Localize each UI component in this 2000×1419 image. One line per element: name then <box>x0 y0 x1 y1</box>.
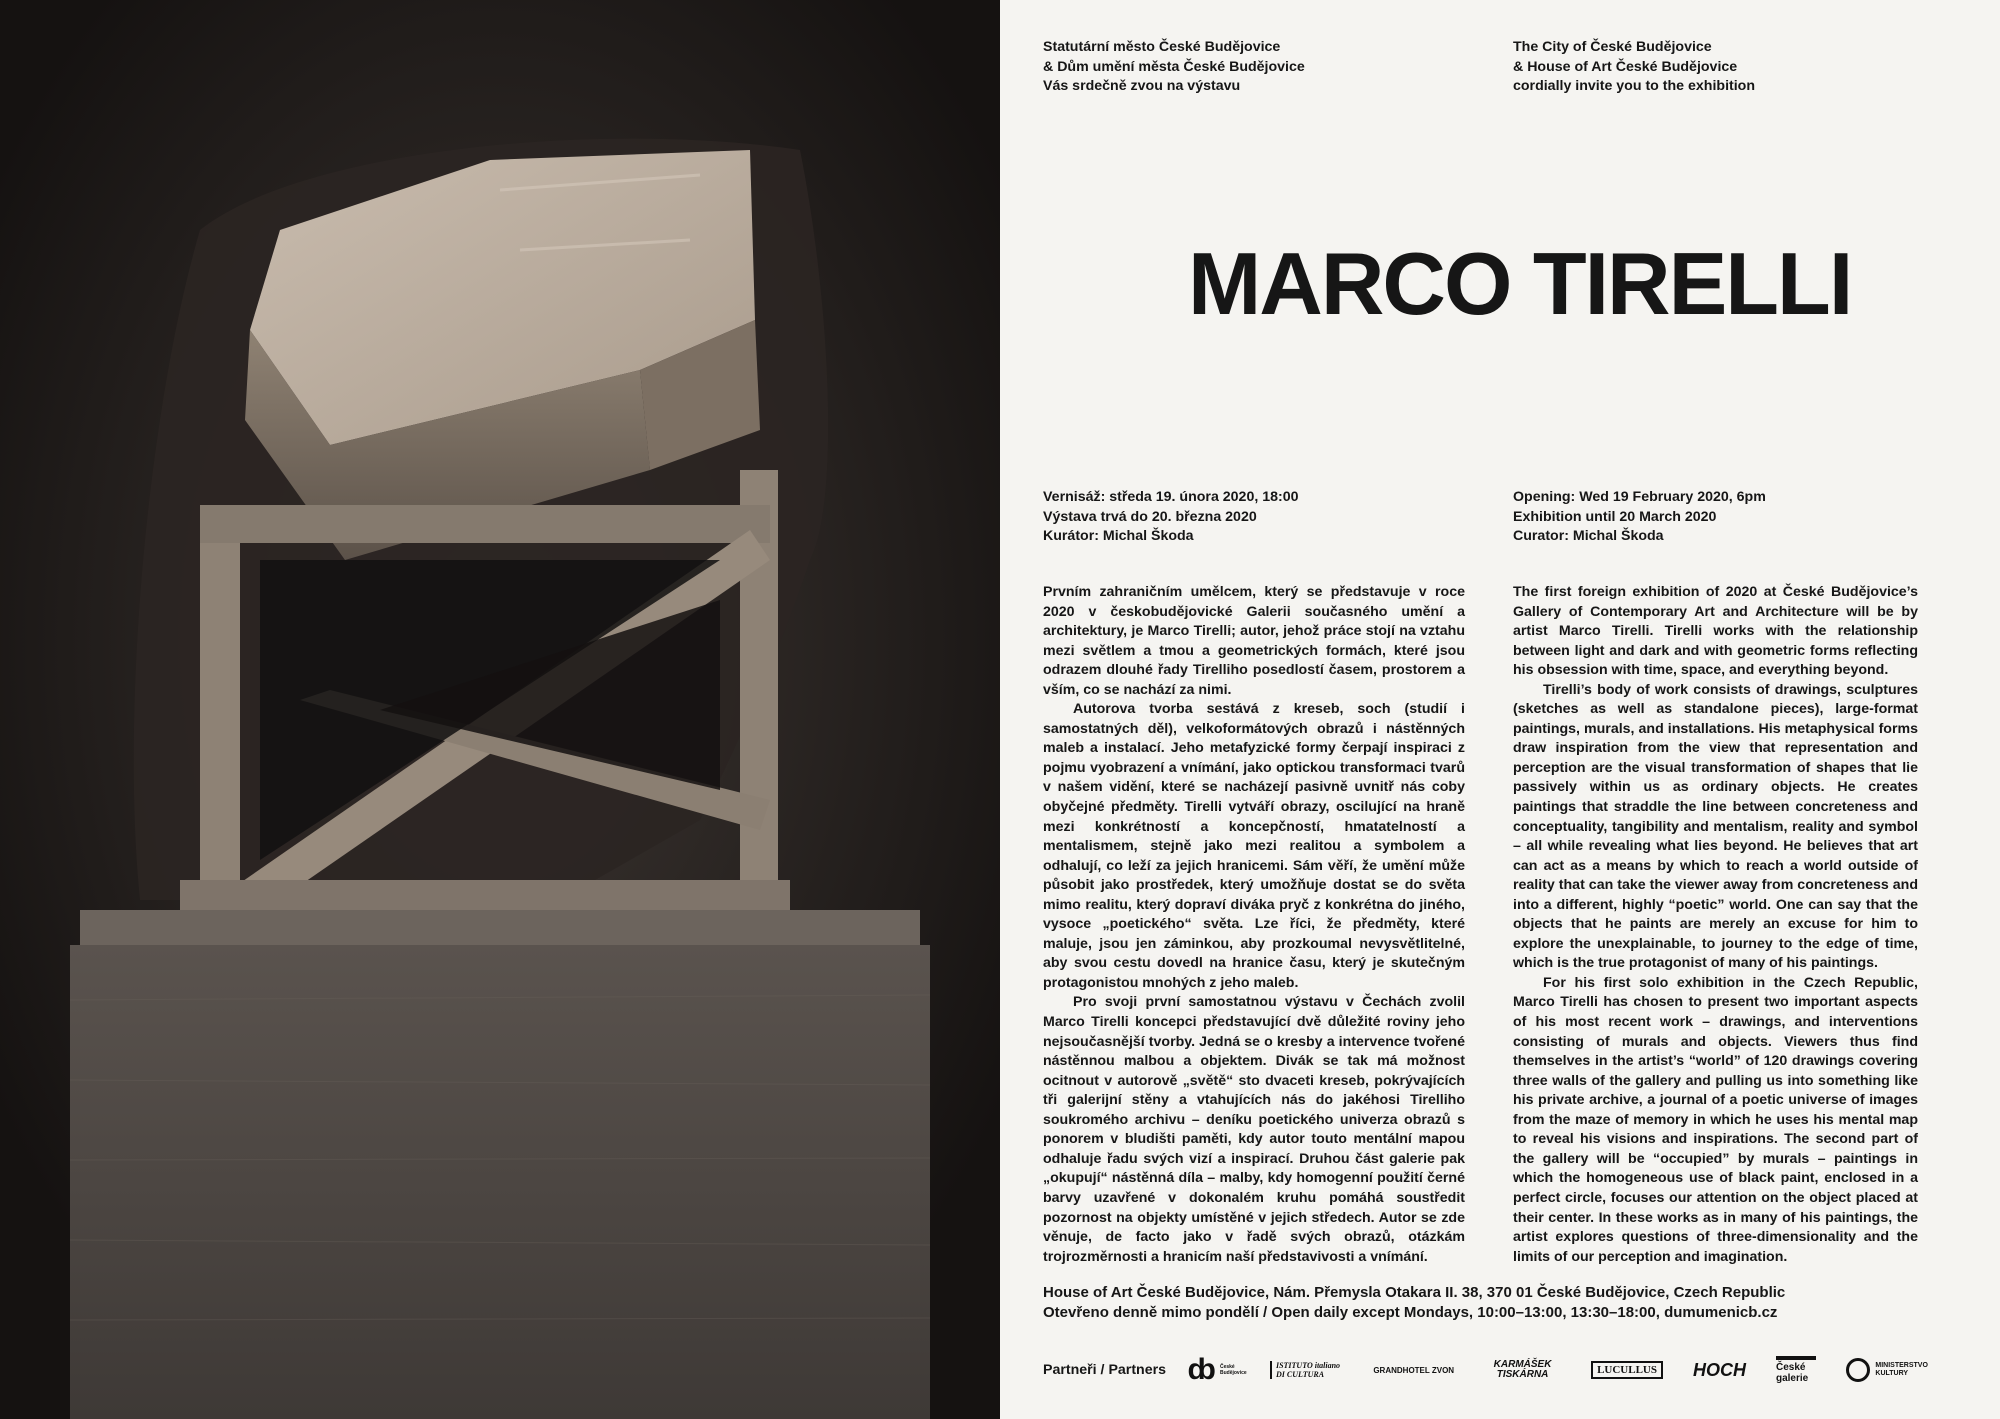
ceske-galerie-logo: České galerie <box>1776 1356 1816 1384</box>
lucullus-logo: LUCULLUS <box>1591 1361 1663 1379</box>
karmasek-tiskarna-logo: KARMÁŠEK TISKÁRNA <box>1493 1359 1552 1380</box>
header-cz <box>1043 38 1473 97</box>
body-en-paragraph-2: Tirelli’s body of work consists of drawings, sculptures (sketches as well as standalone pieces), large-format paintings, murals, and installations. His metaphysical forms draw inspiration from the view that representation and perception are the visual transformation of shapes that lie passively within us as ordinary objects. He creates paintings that straddle the line between concreteness and conceptuality, tangibility and mentalism, reality and symbol – all while revealing what lies beyond. He believes that art can act as a means by which to reach a world outside of reality that can take the viewer away from concreteness and into a different, highly “poetic” world. One can say that the objects that he paints are merely an excuse for him to explore the unexplainable, to journey to the edge of time, which is the true protagonist of many of his paintings. <box>1513 681 1918 972</box>
address-line: House of Art České Budějovice, Nám. Přemysla Otakara II. 38, 370 01 České Budějovice, Czech Republic <box>1043 1284 1786 1301</box>
opening-en: Opening: Wed 19 February 2020, 6pm <box>1513 489 1766 505</box>
curator-en: Curator: Michal Škoda <box>1513 528 1664 545</box>
details-en <box>1513 488 1943 547</box>
body-cz-paragraph-3: Pro svoji první samostatnou výstavu v Čechách zvolil Marco Tirelli koncepci představující dvě důležité roviny jeho nejsoučasnější tvorby. Jedná se o kresby a intervence tvořené nástěnnou malbou a objektem. Divák se tak má možnost ocitnout v autorově „světě“ sto dvaceti kreseb, pokrývajících tři galerijní stěny a vtahujících nás do jakéhosi Tirelliho soukromého archivu – deníku poetického univerza obrazů s ponorem v bludišti paměti, kdy autor touto mentální mapou odhaluje řadu svých vizí a inspirací. Druhou část galerie pak „okupují“ nástěnná díla – malby, kdy homogenní použití černé barvy uzavřené v dokonalém kruhu pomáhá soustředit pozornost na objekty umístěné v jejich středech. Autor se zde věnuje, de facto jako v řadě svých obrazů, otázkám trojrozměrnosti a hranicím naší představivosti a vnímání. <box>1043 994 1465 1265</box>
header-en-line-1: The City of České Budějovice <box>1513 39 1712 55</box>
body-cz-paragraph-1: Prvním zahraničním umělcem, který se představuje v roce 2020 v českobudějovické Galerii současného umění a architektury, je Marco Tirelli; autor, jehož práce stojí na vztahu mezi světlem a tmou a geometrických formách, které jsou odrazem dlouhé řady Tirelliho posedlostí časem, prostorem a vším, co se nachází za nimi. <box>1043 584 1465 698</box>
header-cz-line-3: Vás srdečně zvou na výstavu <box>1043 78 1241 95</box>
partners-label: Partneři / Partners <box>1043 1362 1167 1378</box>
page-title: MARCO TIRELLI <box>1188 234 1852 333</box>
body-en-paragraph-3: For his first solo exhibition in the Czech Republic, Marco Tirelli has chosen to present two important aspects of his most recent work – drawings, and interventions consisting of murals and objects. Viewers thus find themselves in the artist’s “world” of 120 drawings covering three walls of the gallery and pulling us into something like his private archive, a journal of a poetic universe of images from the maze of memory in which he uses his mental map to reveal his visions and inspirations. The second part of the gallery will be “occupied” by murals – paintings in which the homogeneous use of black paint, enclosed in a perfect circle, focuses our attention on the object placed at their center. In these works as in many of his paintings, the artist explores questions of three-dimensionality and the limits of our perception and imagination. <box>1513 974 1918 1265</box>
hours-line: Otevřeno denně mimo pondělí / Open daily except Mondays, 10:00–13:00, 13:30–18:00, dumumenicb.cz <box>1043 1304 1778 1321</box>
header-en-line-2: & House of Art České Budějovice <box>1513 58 1738 75</box>
header-en-line-3: cordially invite you to the exhibition <box>1513 78 1756 95</box>
hoch-logo: HOCH <box>1692 1359 1746 1380</box>
partners-bar <box>1043 1350 1963 1390</box>
footer-address <box>1043 1283 1963 1323</box>
body-text-en <box>1513 583 1918 1267</box>
duration-cz: Výstava trvá do 20. března 2020 <box>1043 508 1257 525</box>
body-cz-paragraph-2: Autorova tvorba sestává z kreseb, soch (studií i samostatných děl), velkoformátových obrazů i nástěnných maleb a instalací. Jeho metafyzické formy čerpají inspiraci z pojmu vyobrazení a vnímání, jako optickou transformaci tvarů v našem vidění, které se nacházejí pasivně uvnitř nás coby obyčejné předměty. Tirelli vytváří obrazy, oscilující na hraně mezi konkrétností a koncepčností, hmatatelností a mentalismem, stejně jako mezi realitou a symbolem a odhalují, co leží za jejich hranicemi. Sám věří, že umění může působit jako prostředek, který umožňuje dostat se do světa mimo realitu, který dopraví diváka pryč z konkrétna do jiného, vysoce „poetického“ světa. Lze říci, že předměty, které maluje, jsou jen záminkou, aby prozkoumal nevysvětlitelné, aby svou cestu dovedl na hranice času, který je skutečným protagonistou mnohých z jeho maleb. <box>1043 701 1465 991</box>
ministerstvo-circle-icon <box>1846 1358 1870 1382</box>
header-cz-line-2: & Dům umění města České Budějovice <box>1043 58 1305 75</box>
istituto-italiano-logo: ISTITUTO italiano DI CULTURA <box>1270 1361 1343 1379</box>
opening-cz: Vernisáž: středa 19. února 2020, 18:00 <box>1043 489 1299 505</box>
ceske-budejovice-logo: ȸ České Budějovice <box>1187 1353 1247 1386</box>
header-en <box>1513 38 1943 97</box>
curator-cz: Kurátor: Michal Škoda <box>1043 528 1194 545</box>
body-en-paragraph-1: The first foreign exhibition of 2020 at České Budějovice’s Gallery of Contemporary Art and Architecture will be by artist Marco Tirelli. Tirelli works with the relationship between light and dark and with geometric forms reflecting his obsession with time, space, and everything beyond. <box>1513 584 1918 679</box>
body-text-cz <box>1043 583 1465 1267</box>
duration-en: Exhibition until 20 March 2020 <box>1513 508 1717 525</box>
grandhotel-zvon-logo: GRANDHOTEL ZVON <box>1373 1365 1455 1375</box>
ministerstvo-kultury-logo: MINISTERSTVO KULTURY <box>1846 1358 1933 1382</box>
header-cz-line-1: Statutární město České Budějovice <box>1043 39 1281 55</box>
details-cz <box>1043 488 1473 547</box>
